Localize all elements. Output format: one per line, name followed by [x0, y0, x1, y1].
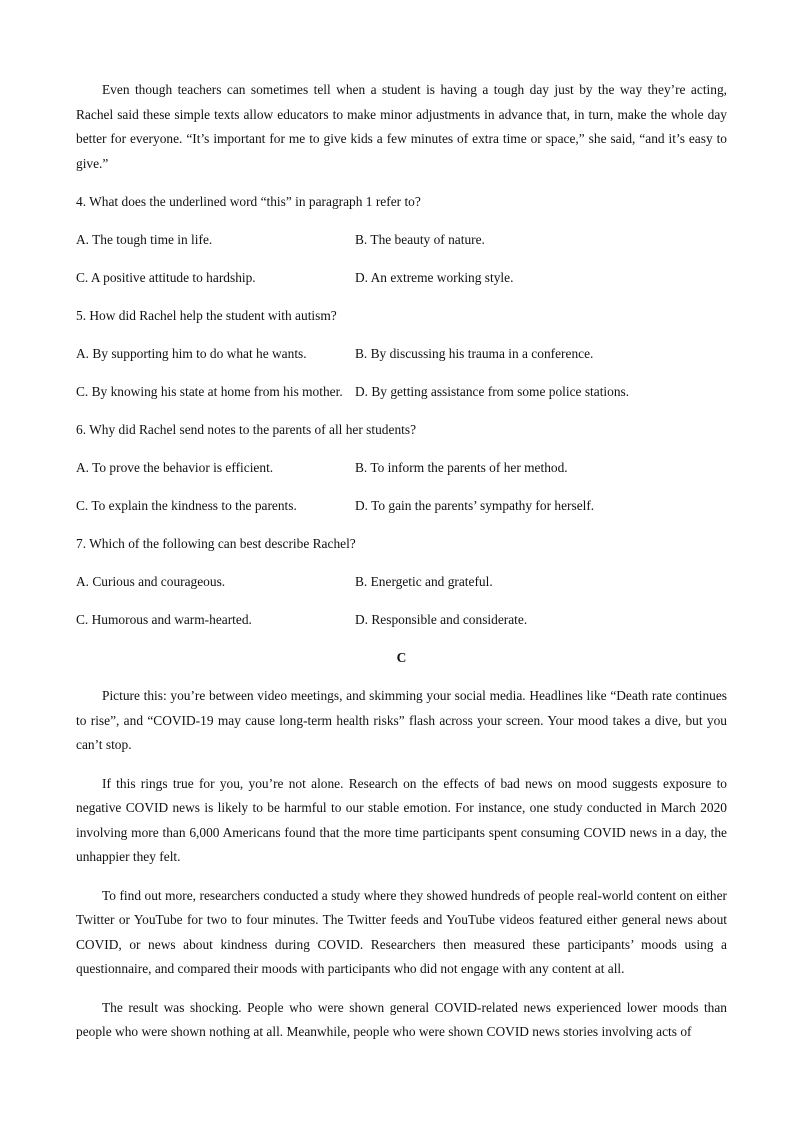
question-5-options-row-2: [76, 380, 727, 404]
question-5-option-d: D. By getting assistance from some police stations.: [355, 384, 630, 399]
section-c-paragraph-1: Picture this: you’re between video meetings, and skimming your social media. Headlines like “Death rate continues to rise”, and “COVID-19 may cause long-term health risks” flash across your screen. Your mood takes a dive, but you can’t stop.: [76, 688, 727, 752]
question-4-option-b: B. The beauty of nature.: [355, 232, 485, 247]
question-7-options-row-2: [76, 608, 727, 632]
section-c-title: C: [396, 650, 407, 665]
question-4-option-a: A. The tough time in life.: [76, 232, 213, 247]
question-6-options-row-1: [76, 456, 727, 480]
section-c-paragraph-4: The result was shocking. People who were shown general COVID-related news experienced lower moods than people who were shown nothing at all. Meanwhile, people who were shown COVID news stories involving acts of: [76, 999, 727, 1039]
question-4-option-c: C. A positive attitude to hardship.: [76, 270, 256, 285]
question-7-option-a: A. Curious and courageous.: [76, 574, 226, 589]
question-7-option-c: C. Humorous and warm-hearted.: [76, 612, 252, 627]
question-6-option-a: A. To prove the behavior is efficient.: [76, 460, 274, 475]
section-c-paragraph-2: If this rings true for you, you’re not alone. Research on the effects of bad news on mood suggests exposure to negative COVID news is likely to be harmful to our stable emotion. For instance, one study conducted in March 2020 involving more than 6,000 Americans found that the more time participants spent consuming COVID news in a day, the unhappier they felt.: [76, 775, 727, 864]
question-4-options-row-1: [76, 228, 727, 252]
question-6-option-b: B. To inform the parents of her method.: [355, 460, 568, 475]
question-6-option-d: D. To gain the parents’ sympathy for herself.: [355, 498, 595, 513]
question-5: 5. How did Rachel help the student with autism?: [76, 308, 337, 323]
question-6-options-row-2: [76, 494, 727, 518]
question-5-options-row-1: [76, 342, 727, 366]
question-6: 6. Why did Rachel send notes to the parents of all her students?: [76, 422, 417, 437]
question-7-option-b: B. Energetic and grateful.: [355, 574, 493, 589]
intro-paragraph: Even though teachers can sometimes tell when a student is having a tough day just by the way they’re acting, Rachel said these simple texts allow educators to make minor adjustments in advance that, in turn, make the whole day better for everyone. “It’s important for me to give kids a few minutes of extra time or space,” she said, “and it’s easy to give.”: [76, 82, 727, 171]
question-4: 4. What does the underlined word “this” in paragraph 1 refer to?: [76, 194, 421, 209]
question-7-options-row-1: [76, 570, 727, 594]
question-5-option-a: A. By supporting him to do what he wants.: [76, 346, 307, 361]
document-page: [76, 78, 727, 1059]
question-4-options-row-2: [76, 266, 727, 290]
question-5-option-b: B. By discussing his trauma in a conference.: [355, 346, 594, 361]
question-7-option-d: D. Responsible and considerate.: [355, 612, 528, 627]
question-4-option-d: D. An extreme working style.: [355, 270, 514, 285]
question-6-option-c: C. To explain the kindness to the parents.: [76, 498, 297, 513]
question-5-option-c: C. By knowing his state at home from his mother.: [76, 384, 343, 399]
question-7: 7. Which of the following can best describe Rachel?: [76, 536, 356, 551]
section-c-paragraph-3: To find out more, researchers conducted a study where they showed hundreds of people real-world content on either Twitter or YouTube for two to four minutes. The Twitter feeds and YouTube videos featured either general news about COVID, or news about kindness during COVID. Researchers then measured these participants’ moods using a questionnaire, and compared their moods with participants who did not engage with any content at all.: [76, 887, 727, 976]
